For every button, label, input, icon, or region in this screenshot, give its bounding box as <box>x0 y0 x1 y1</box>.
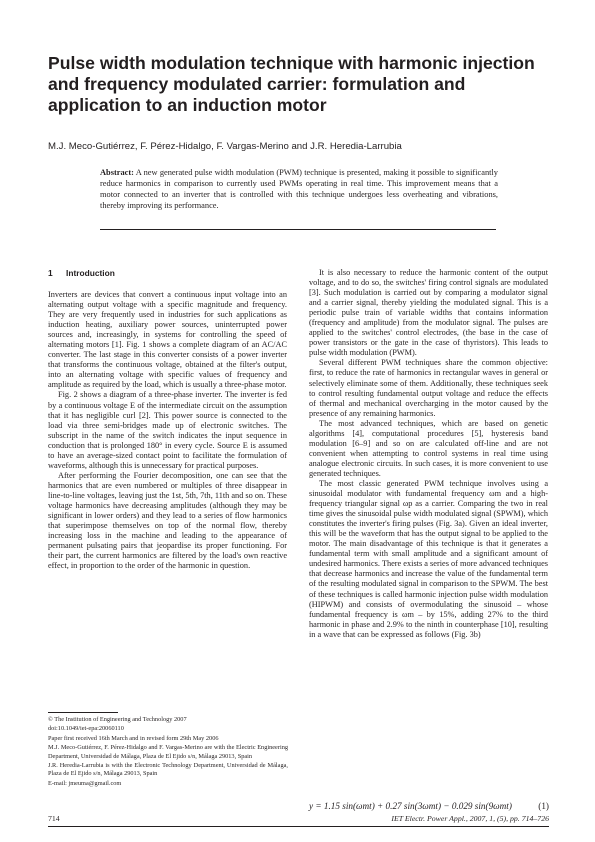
body-paragraph: Inverters are devices that convert a continuous input voltage into an alternating output voltage with a specific magnitude and frequency. They are very frequently used in industries for such applications as induction heating, auxiliary power sources, uninterrupted power sources and, increasingly, in systems for controlling the speed of alternating motors [1]. Fig. 1 shows a complete diagram of an AC/AC converter. The last stage in this converter consists of a power inverter that transforms the continuous voltage, obtained at the filter's output, into an alternating voltage with specific values of frequency and amplitude as required by the load, which is usually a three-phase motor. <box>48 290 287 390</box>
section-number: 1 <box>48 268 53 278</box>
body-paragraph: It is also necessary to reduce the harmonic content of the output voltage, and to do so, the switches' firing control signals are modulated [3]. Such modulation is carried out by comparing a modulator signal and a carrier signal, thereby yielding the modulated signal. This is a periodic pulse train of variable widths that contains information (frequency and amplitude) from the modulator signal. The pulses are applied to the switches' control electrodes, (the base in the case of power transistors or the gate in the case of thyristors). This leads to pulse width modulation (PWM). <box>309 268 548 358</box>
section-heading <box>48 268 287 278</box>
doi-note: doi:10.1049/iet-epa:20060110 <box>48 725 124 733</box>
footer-divider <box>48 826 549 827</box>
author-list: M.J. Meco-Gutiérrez, F. Pérez-Hidalgo, F. Vargas-Merino and J.R. Heredia-Larrubia <box>48 141 402 152</box>
right-column <box>309 268 548 640</box>
journal-reference: IET Electr. Power Appl., 2007, 1, (5), pp. 714–726 <box>391 814 549 823</box>
copyright-note: © The Institution of Engineering and Technology 2007 <box>48 716 187 723</box>
abstract-label: Abstract: <box>100 168 134 177</box>
abstract <box>100 168 498 212</box>
body-paragraph: The most advanced techniques, which are based on genetic algorithms [4], computational procedures [5], hysteresis band modulation [6–9] and so on are calculated off-line and are not convenient when attempting to control systems in real time using analogue electronic circuits. In such cases, it is more convenient to use generated techniques. <box>309 418 548 478</box>
left-column <box>48 268 287 571</box>
affiliation-note: J.R. Heredia-Larrubia is with the Electronic Technology Department, Universidad de Málaga, Plaza de El Ejido s/n, Málaga 29013, Spain <box>48 762 288 778</box>
equation-1 <box>309 800 549 812</box>
body-paragraph: Several different PWM techniques share the common objective: first, to reduce the rate of harmonics in rectangular waves in general or selectively eliminate some of them. Additionally, these techniques seek to control resulting fundamental output voltage and reduce the effects of thermal and mechanical overcharging in the motor caused by the presence of any remaining harmonics. <box>309 358 548 418</box>
equation-number: (1) <box>538 801 549 811</box>
body-paragraph: The most classic generated PWM technique involves using a sinusoidal modulator with fundamental frequency ωm and a high-frequency triangular signal ωp as a carrier. Comparing the two in real time gives the sinusoidal pulse width modulated signal (SPWM), which constitutes the inverter's firing pulses (Fig. 3a). Given an ideal inverter, this will be the waveform that has the output signal to be applied to the motor. The main disadvantage of this technique is that it generates a fundamental term with small amplitude and a significant amount of undesired harmonics. There exists a series of more advanced techniques that decrease harmonics and increase the value of the fundamental term of the resulting modulated signal in comparison to the SPWM. The best of these techniques is called harmonic injection pulse width modulation (HIPWM) and consists of overmodulating the sinusoid – whose fundamental frequency is ωm – by 15%, adding 27% to the third harmonic in phase and 2.9% to the ninth in counterphase [10], resulting in a wave that can be expressed as follows (Fig. 3b) <box>309 478 548 639</box>
received-note: Paper first received 16th March and in revised form 29th May 2006 <box>48 734 219 742</box>
body-paragraph: After performing the Fourier decomposition, one can see that the harmonics that are even numbered or multiples of three disappear in line-to-line voltages, leaving just the 1st, 5th, 7th, 11th and so on. These voltage harmonics have decreasing amplitudes (although they may be significant in lower orders) and they lead to a series of flow harmonics that superimpose themselves on top of the normal flow, thereby increasing loss in the machine and leading to the appearance of permanent pulsating pairs that jeopardise its proper functioning. For their part, the current harmonics are filtered by the load's own reactive effect, in proportion to the order of the harmonic in question. <box>48 470 287 571</box>
abstract-text: A new generated pulse width modulation (PWM) technique is presented, making it possible to significantly reduce harmonics in comparison to currently used PWMs operating in real time. This improvement means that a motor connected to an inverter that is controlled with this technique undergoes less overheating and vibrations, thereby improving its performance. <box>100 168 498 210</box>
page-number: 714 <box>48 814 60 823</box>
body-paragraph: Fig. 2 shows a diagram of a three-phase inverter. The inverter is fed by a continuous voltage E of the intermediate circuit on the assumption that it has negligible curl [2]. This power source is connected to the load via three semi-bridges made up of electronic switches. The subscript in the name of the switch indicates the input sequence in conduction that is prolonged 180° in every cycle. Source E is assumed to have an average-sized contact point to facilitate the formulation of waveforms, although this is unnecessary for practical purposes. <box>48 390 287 470</box>
affiliation-note: M.J. Meco-Gutiérrez, F. Pérez-Hidalgo and F. Vargas-Merino are with the Electric Engineering Department, Universidad de Málaga, Plaza de El Ejido s/n, Málaga 29013, Spain <box>48 744 288 760</box>
equation-body: y = 1.15 sin(ωmt) + 0.27 sin(3ωmt) − 0.029 sin(9ωmt) <box>309 801 512 811</box>
footnotes <box>48 716 288 789</box>
paper-title: Pulse width modulation technique with harmonic injection and frequency modulated carrier: formulation and application to an induction motor <box>48 53 535 115</box>
email-note: E-mail: jmeuma@gmail.com <box>48 779 122 787</box>
footnote-divider <box>48 712 118 713</box>
abstract-divider <box>100 229 496 230</box>
section-title: Introduction <box>66 268 115 278</box>
